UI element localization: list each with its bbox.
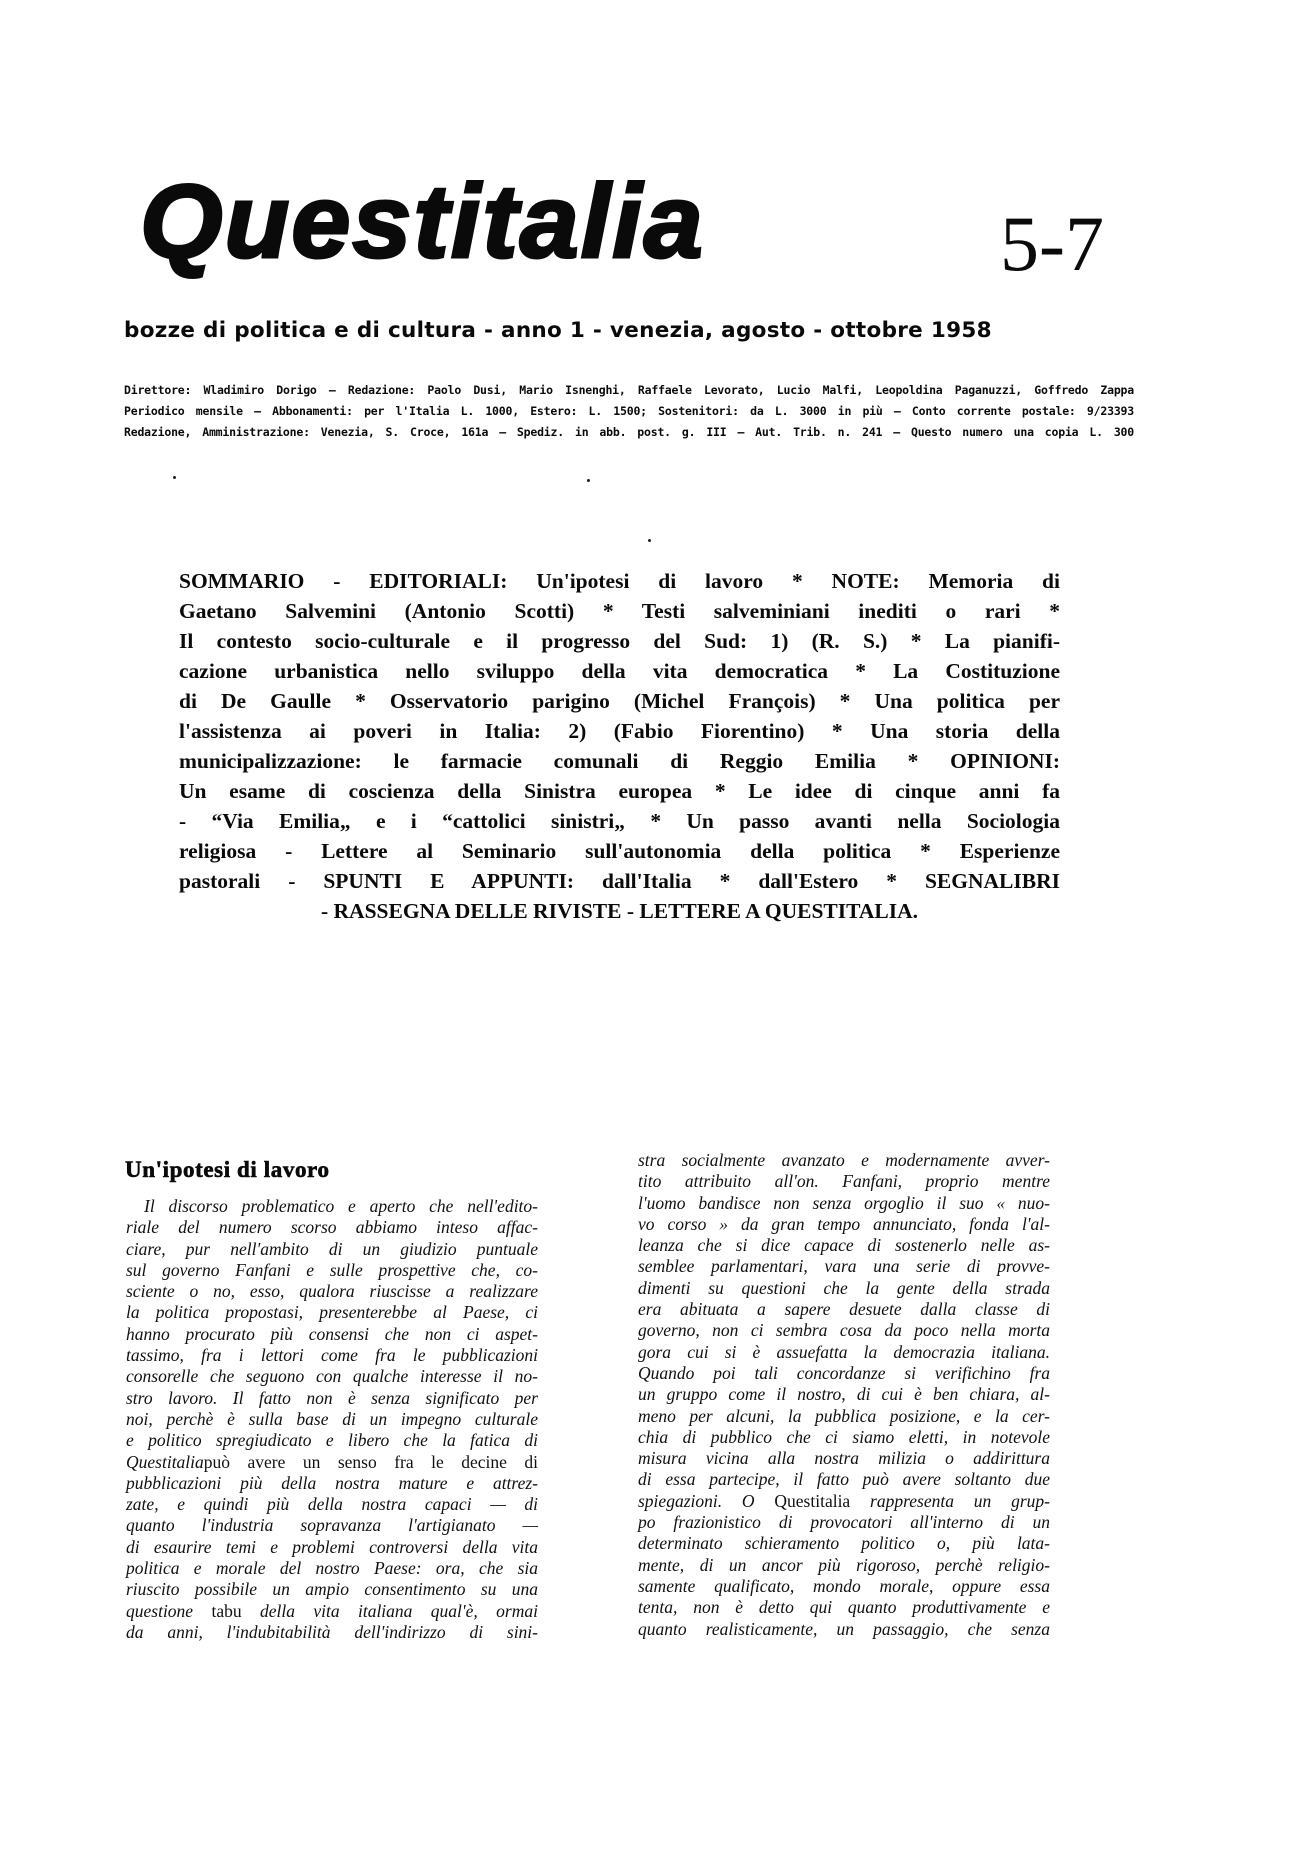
- print-speck: [587, 479, 590, 482]
- article-line: Questitaliapuò avere un senso fra le decine di: [126, 1451, 538, 1472]
- toc-line: - RASSEGNA DELLE RIVISTE - LETTERE A QUESTITALIA.: [320, 899, 918, 923]
- article-line: tassimo, fra i lettori come fra le pubblicazioni: [126, 1345, 538, 1366]
- toc-line: pastorali - SPUNTI E APPUNTI: dall'Italia * dall'Estero * SEGNALIBRI: [179, 869, 1060, 893]
- imprint-line-address: Redazione, Amministrazione: Venezia, S. Croce, 161a — Spediz. in abb. post. g. III — Aut. Trib. n. 241 — Questo numero una copia L. 300: [124, 425, 1134, 439]
- article-line: pubblicazioni più della nostra mature e attrez-: [126, 1472, 538, 1493]
- article-line: vo corso » da gran tempo annunciato, fonda l'al-: [638, 1213, 1050, 1234]
- article-line: ciare, pur nell'ambito di un giudizio puntuale: [126, 1238, 538, 1259]
- article-line: l'uomo bandisce non senza orgoglio il suo « nuo-: [638, 1192, 1050, 1213]
- article-line: chia di pubblico che ci siamo eletti, in notevole: [638, 1426, 1050, 1447]
- issue-number: 5-7: [1000, 200, 1104, 287]
- table-of-contents: [179, 566, 1060, 926]
- toc-line: l'assistenza ai poveri in Italia: 2) (Fabio Fiorentino) * Una storia della: [179, 719, 1060, 743]
- toc-line: Gaetano Salvemini (Antonio Scotti) * Testi salveminiani inediti o rari *: [179, 599, 1060, 623]
- article-line: zate, e quindi più della nostra capaci — di: [126, 1494, 538, 1515]
- article-line: tito attribuito all'on. Fanfani, proprio mentre: [638, 1171, 1050, 1192]
- article-line: Quando poi tali concordanze si verifichino fra: [638, 1362, 1050, 1383]
- roman-text: Questitalia: [774, 1490, 851, 1511]
- article-line: misura vicina alla nostra milizia o addirittura: [638, 1448, 1050, 1469]
- print-speck: [648, 539, 651, 542]
- article-line: di essa partecipe, il fatto può avere soltanto due: [638, 1469, 1050, 1490]
- article-line: gora cui si è assuefatta la democrazia italiana.: [638, 1341, 1050, 1362]
- article-line: questione tabu della vita italiana qual'è, ormai: [126, 1600, 538, 1621]
- toc-line: SOMMARIO - EDITORIALI: Un'ipotesi di lavoro * NOTE: Memoria di: [179, 569, 1060, 593]
- article-line: governo, non ci sembra cosa da poco nella morta: [638, 1320, 1050, 1341]
- masthead-title: Questitalia: [140, 164, 705, 280]
- toc-line: municipalizzazione: le farmacie comunali di Reggio Emilia * OPINIONI:: [179, 749, 1060, 773]
- imprint-line-subscriptions: Periodico mensile — Abbonamenti: per l'Italia L. 1000, Estero: L. 1500; Sostenitori: da L. 3000 in più — Conto corrente postale: 9/23393: [124, 404, 1134, 418]
- article-column-left: [126, 1196, 538, 1643]
- imprint-block: [124, 380, 1134, 443]
- article-line: sciente o no, esso, qualora riuscisse a realizzare: [126, 1281, 538, 1302]
- article-line: la politica propostasi, presenterebbe al Paese, ci: [126, 1302, 538, 1323]
- article-line: stra socialmente avanzato e modernamente avver-: [638, 1150, 1050, 1170]
- article-line: semblee parlamentari, vara una serie di provve-: [638, 1256, 1050, 1277]
- article-line: dimenti su questioni che la gente della strada: [638, 1277, 1050, 1298]
- roman-text: tabu: [211, 1600, 242, 1621]
- article-line: leanza che si dice capace di sostenerlo nelle as-: [638, 1235, 1050, 1256]
- article-line: di esaurire temi e problemi controversi della vita: [126, 1536, 538, 1557]
- toc-line: cazione urbanistica nello sviluppo della vita democratica * La Costituzione: [179, 659, 1060, 683]
- article-line: noi, perchè è sulla base di un impegno culturale: [126, 1408, 538, 1429]
- article-line: riale del numero scorso abbiamo inteso affac-: [126, 1217, 538, 1238]
- article-line: sul governo Fanfani e sulle prospettive che, co-: [126, 1259, 538, 1280]
- article-line: consorelle che seguono con qualche interesse il no-: [126, 1366, 538, 1387]
- article-line: spiegazioni. O Questitalia rappresenta un grup-: [638, 1490, 1050, 1511]
- article-line: stro lavoro. Il fatto non è senza significato per: [126, 1387, 538, 1408]
- toc-line: Un esame di coscienza della Sinistra europea * Le idee di cinque anni fa: [179, 779, 1060, 803]
- toc-line: religiosa - Lettere al Seminario sull'autonomia della politica * Esperienze: [179, 839, 1060, 863]
- article-line: era abituata a sapere desuete dalla classe di: [638, 1299, 1050, 1320]
- article-line: politica e morale del nostro Paese: ora, che sia: [126, 1558, 538, 1579]
- toc-line: di De Gaulle * Osservatorio parigino (Michel François) * Una politica per: [179, 689, 1060, 713]
- article-heading: Un'ipotesi di lavoro: [125, 1157, 330, 1182]
- masthead-subtitle: bozze di politica e di cultura - anno 1 - venezia, agosto - ottobre 1958: [124, 318, 992, 343]
- roman-text: può avere un senso fra le decine di: [203, 1451, 538, 1472]
- article-line: hanno procurato più consensi che non ci aspet-: [126, 1323, 538, 1344]
- article-line: samente qualificato, mondo morale, oppure essa: [638, 1575, 1050, 1596]
- article-line: e politico spregiudicato e libero che la fatica di: [126, 1430, 538, 1451]
- print-speck: [173, 476, 176, 479]
- article-line: da anni, l'indubitabilità dell'indirizzo di sini-: [126, 1621, 538, 1642]
- toc-line: Il contesto socio-culturale e il progresso del Sud: 1) (R. S.) * La pianifi-: [179, 629, 1060, 653]
- toc-line: - “Via Emilia„ e i “cattolici sinistri„ * Un passo avanti nella Sociologia: [179, 809, 1060, 833]
- article-line: determinato schieramento politico o, più lata-: [638, 1533, 1050, 1554]
- article-line: po frazionistico di provocatori all'interno di un: [638, 1512, 1050, 1533]
- article-column-right: [638, 1150, 1050, 1640]
- article-line: quanto realisticamente, un passaggio, che senza: [638, 1618, 1050, 1639]
- article-line: quanto l'industria sopravanza l'artigianato —: [126, 1515, 538, 1536]
- article-line: Il discorso problematico e aperto che nell'edito-: [144, 1196, 538, 1216]
- article-line: meno per alcuni, la pubblica posizione, e la cer-: [638, 1405, 1050, 1426]
- article-line: mente, di un ancor più rigoroso, perchè religio-: [638, 1554, 1050, 1575]
- imprint-line-editors: Direttore: Wladimiro Dorigo — Redazione: Paolo Dusi, Mario Isnenghi, Raffaele Levorato, Lucio Malfi, Leopoldina Paganuzzi, Goffredo Zappa: [124, 383, 1134, 397]
- article-line: tenta, non è detto qui quanto produttivamente e: [638, 1597, 1050, 1618]
- article-line: riuscito possibile un ampio consentimento su una: [126, 1579, 538, 1600]
- article-line: un gruppo come il nostro, di cui è ben chiara, al-: [638, 1384, 1050, 1405]
